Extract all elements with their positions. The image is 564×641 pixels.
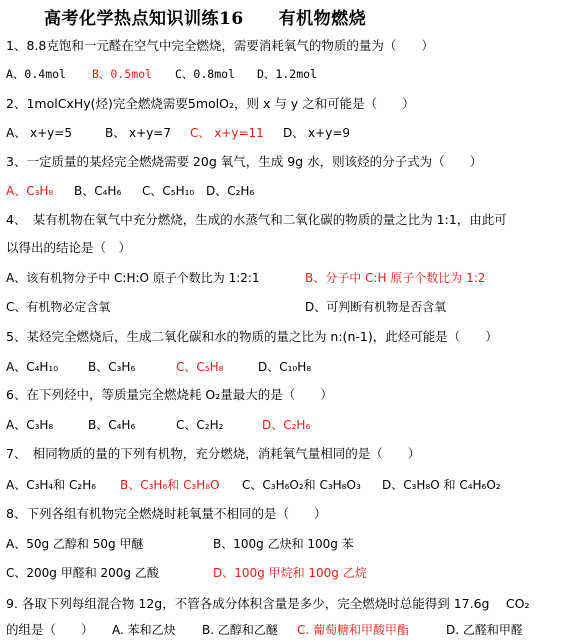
question-5-stem: 5、某烃完全燃烧后，生成二氧化碳和水的物质的量之比为 n:(n-1)，此烃可能是（ ）	[6, 329, 498, 344]
q6-option-d: D、C₂H₆	[262, 418, 311, 432]
question-2-stem: 2、1molCxHy(烃)完全燃烧需要5molO₂，则 x 与 y 之和可能是（ ）	[6, 96, 415, 111]
q4-option-d: D、可判断有机物是否含氧	[305, 300, 447, 314]
q3-option-a: A、C₃H₈	[6, 184, 54, 198]
question-1-stem: 1、8.8克饱和一元醛在空气中完全燃烧，需要消耗氧气的物质的量为（ ）	[6, 38, 434, 53]
q7-option-a: A、C₃H₄和 C₂H₆	[6, 478, 97, 492]
q9-option-b: B. 乙醇和乙醚	[202, 623, 278, 637]
q7-option-c: C、C₃H₆O₂和 C₃H₈O₃	[242, 478, 361, 492]
question-9-stem-line-2: 的组是（ ）	[6, 622, 94, 637]
q8-option-b: B、100g 乙炔和 100g 苯	[213, 537, 354, 551]
q6-option-c: C、C₂H₂	[176, 418, 224, 432]
q8-option-a: A、50g 乙醇和 50g 甲醚	[6, 537, 144, 551]
q3-option-b: B、C₄H₆	[74, 184, 122, 198]
question-6-stem: 6、在下列烃中，等质量完全燃烧耗 O₂量最大的是（ ）	[6, 387, 333, 402]
question-9-stem-line-1: 9. 各取下列每组混合物 12g，不管各成分体积含量是多少，完全燃烧时总能得到 17.6g CO₂	[6, 596, 530, 611]
question-8-stem: 8、下列各组有机物完全燃烧时耗氧量不相同的是（ ）	[6, 506, 327, 521]
q8-option-c: C、200g 甲醛和 200g 乙酸	[6, 566, 159, 580]
q2-option-b: B、 x+y=7	[105, 126, 171, 140]
q2-option-a: A、 x+y=5	[6, 126, 72, 140]
q1-option-a: A、0.4mol	[6, 67, 66, 81]
q9-option-a: A. 苯和乙炔	[112, 623, 176, 637]
q8-option-d: D、100g 甲烷和 100g 乙烷	[213, 566, 367, 580]
q9-option-d: D. 乙醛和甲醛	[446, 623, 523, 637]
page-title: 高考化学热点知识训练16 有机物燃烧	[44, 9, 367, 29]
q4-option-c: C、有机物必定含氧	[6, 300, 111, 314]
q5-option-b: B、C₃H₆	[88, 360, 136, 374]
q6-option-a: A、C₃H₈	[6, 418, 54, 432]
q2-option-c: C、 x+y=11	[190, 126, 264, 140]
q4-option-b: B、分子中 C:H 原子个数比为 1:2	[305, 271, 486, 285]
q4-option-a: A、该有机物分子中 C:H:O 原子个数比为 1:2:1	[6, 271, 260, 285]
q3-option-c: C、C₅H₁₀	[142, 184, 195, 198]
q1-option-b: B、0.5mol	[92, 67, 152, 81]
q1-option-d: D、1.2mol	[257, 67, 317, 81]
question-7-stem: 7、 相同物质的量的下列有机物，充分燃烧，消耗氧气量相同的是（ ）	[6, 446, 421, 461]
q3-option-d: D、C₂H₆	[206, 184, 255, 198]
q5-option-a: A、C₄H₁₀	[6, 360, 59, 374]
q7-option-b: B、C₃H₆和 C₃H₈O	[120, 478, 220, 492]
question-3-stem: 3、一定质量的某烃完全燃烧需要 20g 氧气，生成 9g 水，则该烃的分子式为（ ）	[6, 154, 483, 169]
question-4-stem-line-2: 以得出的结论是（ ）	[6, 240, 132, 255]
q9-option-c: C. 葡萄糖和甲酸甲酯	[297, 623, 410, 637]
q6-option-b: B、C₄H₆	[88, 418, 136, 432]
q7-option-d: D、C₃H₈O 和 C₄H₆O₂	[382, 478, 501, 492]
q2-option-d: D、 x+y=9	[283, 126, 351, 140]
q1-option-c: C、0.8mol	[175, 67, 235, 81]
q5-option-d: D、C₁₀H₈	[258, 360, 312, 374]
q5-option-c: C、C₅H₈	[176, 360, 224, 374]
question-4-stem-line-1: 4、 某有机物在氧气中充分燃烧，生成的水蒸气和二氧化碳的物质的量之比为 1:1，由此可	[6, 212, 507, 227]
